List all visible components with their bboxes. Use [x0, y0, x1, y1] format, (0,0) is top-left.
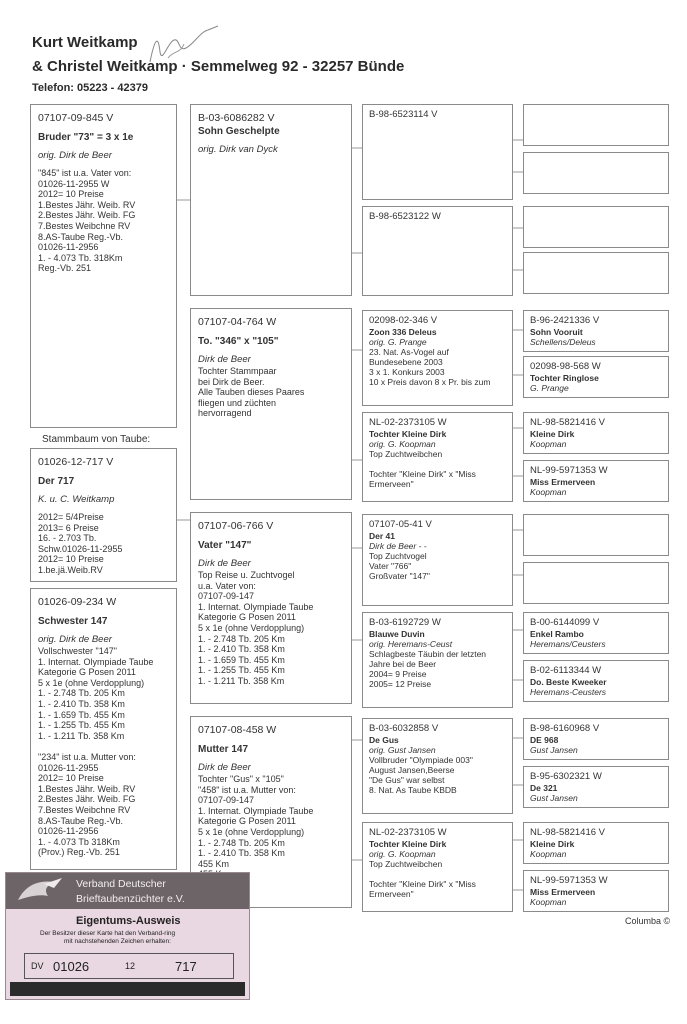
- gen2-card-5[interactable]: [362, 514, 513, 606]
- card-pattern-strip: [10, 982, 245, 996]
- owner-phone: Telefon: 05223 - 42379: [32, 82, 148, 94]
- gen1-father-origin: Dirk de Beer: [198, 558, 251, 569]
- gen2-card-8[interactable]: [362, 822, 513, 912]
- gen1-mother-name: Mutter 147: [198, 744, 249, 755]
- info-line: 5 x 1e (ohne Verdopplung): [198, 622, 305, 633]
- info-line: Top Zuchtweibchen: [369, 859, 443, 869]
- gen3-card-11[interactable]: [523, 612, 669, 654]
- gen3-2-ring: [530, 157, 662, 169]
- gen3-8-name: Miss Ermerveen: [530, 477, 596, 487]
- brother-lines: [38, 168, 169, 274]
- gen3-16-orig: Koopman: [530, 897, 567, 907]
- info-line: Tochter "Kleine Dirk" x "Miss: [369, 879, 476, 889]
- gen3-7-ring: NL-98-5821416 V: [530, 417, 605, 428]
- info-line: [369, 459, 506, 469]
- info-line: 2012= 5/4Preise: [38, 512, 104, 522]
- subject-lines: [38, 512, 169, 576]
- gen3-card-10[interactable]: [523, 562, 669, 604]
- info-line: 1. - 2.410 Tb. 358 Km: [38, 698, 125, 709]
- gen3-9-name: [530, 531, 662, 541]
- gen3-card-2[interactable]: [523, 152, 669, 194]
- gen3-card-14[interactable]: [523, 766, 669, 808]
- info-line: 1. - 1.255 Tb. 455 Km: [198, 665, 285, 676]
- gen1-sire-origin: orig. Dirk van Dyck: [198, 144, 278, 155]
- card-ring-number-box: [24, 953, 234, 979]
- info-line: 1. - 1.211 Tb. 358 Km: [38, 730, 125, 741]
- gen1-mother-ring: 07107-08-458 W: [198, 724, 277, 736]
- info-line: 2.Bestes Jähr. Weib. FG: [38, 794, 136, 805]
- gen2-7-origin: orig. Gust Jansen: [369, 745, 436, 755]
- info-line: Top Zuchtweibchen: [369, 449, 443, 459]
- gen3-card-3[interactable]: [523, 206, 669, 248]
- info-line: [38, 741, 169, 752]
- info-line: 1. - 4.073 Tb 318Km: [38, 836, 120, 847]
- info-line: "845" ist u.a. Vater von:: [38, 168, 132, 178]
- info-line: [369, 869, 506, 879]
- gen3-15-name: Kleine Dirk: [530, 839, 575, 849]
- info-line: 5 x 1e (ohne Verdopplung): [38, 677, 145, 688]
- info-line: u.a. Vater von:: [198, 580, 256, 591]
- gen3-card-7[interactable]: [523, 412, 669, 454]
- card-ring-number: 01026: [53, 959, 90, 974]
- gen2-card-4[interactable]: [362, 412, 513, 502]
- gen1-father-lines: [198, 570, 344, 687]
- info-line: 2012= 10 Preise: [38, 773, 104, 784]
- info-line: Reg.-Vb. 251: [38, 263, 92, 274]
- gen2-8-ring: NL-02-2373105 W: [369, 827, 447, 838]
- owner-name: Kurt Weitkamp: [32, 34, 138, 51]
- gen3-1-ring: [530, 109, 662, 121]
- gen3-13-ring: B-98-6160968 V: [530, 723, 600, 734]
- gen2-3-origin: orig. G. Prange: [369, 337, 427, 347]
- gen3-4-orig: [530, 279, 662, 289]
- gen2-6-origin: orig. Heremans-Ceust: [369, 639, 453, 649]
- pigeon-logo-icon: [14, 876, 66, 906]
- info-line: 1.Bestes Jähr. Weib. RV: [38, 199, 136, 210]
- gen3-10-ring: [530, 567, 662, 579]
- gen3-5-ring: B-96-2421336 V: [530, 315, 600, 326]
- info-line: 1.be.jä.Weib.RV: [38, 564, 103, 575]
- info-line: August Jansen,Beerse: [369, 765, 455, 775]
- gen2-3-lines: [369, 347, 506, 387]
- info-line: 16. - 2.703 Tb.: [38, 533, 97, 544]
- info-line: 455 Km: [198, 858, 230, 869]
- gen3-4-name: [530, 269, 662, 279]
- info-line: 7.Bestes Weibchne RV: [38, 220, 131, 231]
- info-line: 1. - 2.748 Tb. 205 Km: [198, 837, 285, 848]
- gen2-card-2[interactable]: [362, 206, 513, 296]
- gen3-9-orig: [530, 541, 662, 551]
- gen2-5-ring: 07107-05-41 V: [369, 519, 432, 530]
- gen2-4-origin: orig. G. Koopman: [369, 439, 436, 449]
- gen2-4-ring: NL-02-2373105 W: [369, 417, 447, 428]
- gen3-12-name: Do. Beste Kweeker: [530, 677, 607, 687]
- brother-ring: 07107-09-845 V: [38, 112, 114, 124]
- info-line: Kategorie G Posen 2011: [38, 667, 136, 678]
- info-line: 1. - 1.255 Tb. 455 Km: [38, 720, 125, 731]
- info-line: 2004= 9 Preise: [369, 669, 427, 679]
- info-line: fliegen und züchten: [198, 397, 277, 408]
- gen1-sire-name: Sohn Geschelpte: [198, 126, 280, 137]
- ownership-card: [5, 872, 250, 1000]
- info-line: 1. - 2.748 Tb. 205 Km: [38, 688, 125, 699]
- card-ring-no: 717: [175, 959, 197, 974]
- info-line: 8.AS-Taube Reg.-Vb.: [38, 231, 124, 242]
- gen3-card-16[interactable]: [523, 870, 669, 912]
- info-line: 1. - 4.073 Tb. 318Km: [38, 252, 123, 263]
- gen3-card-15[interactable]: [523, 822, 669, 864]
- subject-origin: K. u. C. Weitkamp: [38, 494, 115, 505]
- info-line: Ermerveen": [369, 479, 414, 489]
- info-line: 1. - 1.211 Tb. 358 Km: [198, 675, 285, 686]
- info-line: "234" ist u.a. Mutter von:: [38, 751, 136, 762]
- gen2-7-lines: [369, 755, 506, 795]
- info-line: 5 x 1e (ohne Verdopplung): [198, 826, 305, 837]
- gen3-card-1[interactable]: [523, 104, 669, 146]
- info-line: 3 x 1. Konkurs 2003: [369, 367, 445, 377]
- sister-ring: 01026-09-234 W: [38, 596, 117, 608]
- card-title: Eigentums-Ausweis: [76, 915, 181, 927]
- info-line: 1. - 2.748 Tb. 205 Km: [198, 633, 285, 644]
- gen3-12-ring: B-02-6113344 W: [530, 665, 602, 676]
- card-org-line2: Brieftaubenzüchter e.V.: [76, 893, 185, 905]
- sister-origin: orig. Dirk de Beer: [38, 634, 112, 645]
- info-line: Ermerveen": [369, 889, 414, 899]
- card-dv-label: DV: [31, 961, 44, 971]
- gen3-7-orig: Koopman: [530, 439, 567, 449]
- gen3-2-orig: [530, 179, 662, 189]
- gen1-sire-card[interactable]: [190, 104, 352, 296]
- gen1-dam-origin: Dirk de Beer: [198, 354, 251, 365]
- gen3-5-name: Sohn Vooruit: [530, 327, 583, 337]
- brother-name: Bruder "73" = 3 x 1e: [38, 132, 134, 143]
- info-line: 01026-11-2956: [38, 826, 99, 837]
- subject-ring: 01026-12-717 V: [38, 456, 114, 468]
- info-line: 1.Bestes Jähr. Weib. RV: [38, 783, 136, 794]
- card-text-line1: Der Besitzer dieser Karte hat den Verband-ring: [40, 930, 176, 937]
- info-line: "De Gus" war selbst: [369, 775, 445, 785]
- info-line: 8.AS-Taube Reg.-Vb.: [38, 815, 124, 826]
- info-line: Top Zuchtvogel: [369, 551, 427, 561]
- gen2-4-lines: [369, 449, 506, 489]
- info-line: Schlagbeste Täubin der letzten: [369, 649, 487, 659]
- gen2-3-name: Zoon 336 Deleus: [369, 327, 437, 337]
- info-line: 8. Nat. As Taube KBDB: [369, 785, 457, 795]
- gen3-16-name: Miss Ermerveen: [530, 887, 596, 897]
- owner-address: & Christel Weitkamp · Semmelweg 92 - 32257 Bünde: [32, 58, 405, 75]
- info-line: Tochter Stammpaar: [198, 366, 277, 376]
- gen3-3-name: [530, 223, 662, 233]
- gen1-dam-card[interactable]: [190, 308, 352, 500]
- info-line: 1. Internat. Olympiade Taube: [198, 601, 314, 612]
- gen1-father-name: Vater "147": [198, 540, 252, 551]
- info-line: 7.Bestes Weibchne RV: [38, 804, 131, 815]
- info-line: 01026-11-2955 W: [38, 178, 110, 189]
- gen3-8-ring: NL-99-5971353 W: [530, 465, 608, 476]
- gen2-4-name: Tochter Kleine Dirk: [369, 429, 447, 439]
- info-line: 01026-11-2955: [38, 762, 99, 773]
- info-line: Schw.01026-11-2955: [38, 543, 123, 554]
- info-line: 07107-09-147: [198, 591, 255, 602]
- gen3-card-6[interactable]: [523, 356, 669, 398]
- stammbaum-label: Stammbaum von Taube:: [42, 434, 151, 445]
- info-line: Top Reise u. Zuchtvogel: [198, 570, 295, 580]
- info-line: 1. Internat. Olympiade Taube: [198, 805, 314, 816]
- info-line: 2.Bestes Jähr. Weib. FG: [38, 210, 136, 221]
- gen3-6-ring: 02098-98-568 W: [530, 361, 601, 372]
- card-org-line1: Verband Deutscher: [76, 878, 166, 890]
- gen2-8-name: Tochter Kleine Dirk: [369, 839, 447, 849]
- gen2-card-6[interactable]: [362, 612, 513, 708]
- info-line: Jahre bei de Beer: [369, 659, 437, 669]
- info-line: 10 x Preis davon 8 x Pr. bis zum: [369, 377, 491, 387]
- gen1-sire-ring: B-03-6086282 V: [198, 112, 275, 124]
- gen3-6-name: Tochter Ringlose: [530, 373, 599, 383]
- info-line: 1. - 1.659 Tb. 455 Km: [198, 654, 285, 665]
- gen3-13-orig: Gust Jansen: [530, 745, 578, 755]
- gen3-3-ring: [530, 211, 662, 223]
- info-line: Großvater "147": [369, 571, 430, 581]
- gen3-5-orig: Schellens/Deleus: [530, 337, 596, 347]
- brother-card[interactable]: [30, 104, 177, 428]
- gen2-6-lines: [369, 649, 506, 689]
- gen1-dam-name: To. "346" x "105": [198, 336, 279, 347]
- info-line: 23. Nat. As-Vogel auf: [369, 347, 449, 357]
- info-line: 2005= 12 Preise: [369, 679, 432, 689]
- gen2-1-ring: B-98-6523114 V: [369, 109, 438, 120]
- info-line: Tochter "Kleine Dirk" x "Miss: [369, 469, 476, 479]
- gen3-4-ring: [530, 257, 662, 269]
- info-line: 1. Internat. Olympiade Taube: [38, 656, 154, 667]
- info-line: 1. - 2.410 Tb. 358 Km: [198, 644, 285, 655]
- gen3-card-13[interactable]: [523, 718, 669, 760]
- gen3-16-ring: NL-99-5971353 W: [530, 875, 608, 886]
- gen3-card-9[interactable]: [523, 514, 669, 556]
- info-line: Tochter "Gus" x "105": [198, 774, 284, 784]
- brother-origin: orig. Dirk de Beer: [38, 150, 112, 161]
- gen2-8-origin: orig. G. Koopman: [369, 849, 436, 859]
- gen3-9-ring: [530, 519, 662, 531]
- columba-credit: Columba ©: [625, 916, 671, 926]
- subject-name: Der 717: [38, 476, 75, 487]
- gen3-7-name: Kleine Dirk: [530, 429, 575, 439]
- info-line: 1. - 1.659 Tb. 455 Km: [38, 709, 125, 720]
- info-line: 2013= 6 Preise: [38, 522, 99, 533]
- gen2-3-ring: 02098-02-346 V: [369, 315, 438, 326]
- info-line: 2012= 10 Preise: [38, 554, 104, 565]
- gen2-5-origin: Dirk de Beer - -: [369, 541, 427, 551]
- gen1-father-card[interactable]: [190, 512, 352, 704]
- info-line: 1. - 2.410 Tb. 358 Km: [198, 848, 285, 859]
- gen3-card-4[interactable]: [523, 252, 669, 294]
- subject-card[interactable]: [30, 448, 177, 582]
- gen3-card-12[interactable]: [523, 660, 669, 702]
- gen3-card-8[interactable]: [523, 460, 669, 502]
- gen3-6-orig: G. Prange: [530, 383, 569, 393]
- gen2-card-7[interactable]: [362, 718, 513, 814]
- gen1-dam-lines: [198, 366, 344, 419]
- gen2-7-ring: B-03-6032858 V: [369, 723, 439, 734]
- gen3-13-name: DE 968: [530, 735, 559, 745]
- info-line: hervorragend: [198, 408, 252, 419]
- gen3-14-orig: Gust Jansen: [530, 793, 578, 803]
- gen3-15-orig: Koopman: [530, 849, 567, 859]
- gen3-15-ring: NL-98-5821416 V: [530, 827, 605, 838]
- gen3-14-name: De 321: [530, 783, 558, 793]
- gen3-10-name: [530, 579, 662, 589]
- gen3-card-5[interactable]: [523, 310, 669, 352]
- gen2-6-ring: B-03-6192729 W: [369, 617, 441, 628]
- info-line: 07107-09-147: [198, 795, 255, 806]
- gen3-8-orig: Koopman: [530, 487, 567, 497]
- gen2-6-name: Blauwe Duvin: [369, 629, 425, 639]
- gen3-11-ring: B-00-6144099 V: [530, 617, 600, 628]
- info-line: Kategorie G Posen 2011: [198, 816, 296, 827]
- gen2-5-lines: [369, 551, 506, 581]
- card-ring-year: 12: [125, 961, 136, 971]
- gen1-dam-ring: 07107-04-764 W: [198, 316, 277, 328]
- gen3-11-orig: Heremans/Ceusters: [530, 639, 606, 649]
- gen2-card-3[interactable]: [362, 310, 513, 406]
- gen2-5-name: Der 41: [369, 531, 395, 541]
- info-line: 01026-11-2956: [38, 242, 99, 253]
- info-line: Vollbruder "Olympiade 003": [369, 755, 473, 765]
- gen3-14-ring: B-95-6302321 W: [530, 771, 602, 782]
- gen1-father-ring: 07107-06-766 V: [198, 520, 274, 532]
- info-line: 2012= 10 Preise: [38, 189, 104, 200]
- gen3-2-name: [530, 169, 662, 179]
- info-line: (Prov.) Reg.-Vb. 251: [38, 847, 120, 858]
- gen3-10-orig: [530, 589, 662, 599]
- info-line: Alle Tauben dieses Paares: [198, 387, 305, 398]
- sister-lines: [38, 646, 169, 858]
- gen2-7-name: De Gus: [369, 735, 399, 745]
- info-line: Bundesebene 2003: [369, 357, 443, 367]
- gen1-mother-origin: Dirk de Beer: [198, 762, 251, 773]
- info-line: bei Dirk de Beer.: [198, 376, 265, 387]
- gen3-11-name: Enkel Rambo: [530, 629, 584, 639]
- gen3-1-name: [530, 121, 662, 131]
- info-line: Vollschwester "147": [38, 646, 117, 656]
- gen2-card-1[interactable]: [362, 104, 513, 200]
- gen3-12-orig: Heremans-Ceusters: [530, 687, 607, 697]
- info-line: "458" ist u.a. Mutter von:: [198, 784, 296, 795]
- info-line: Vater "766": [369, 561, 412, 571]
- gen2-2-ring: B-98-6523122 W: [369, 211, 441, 222]
- gen3-3-orig: [530, 233, 662, 243]
- sister-card[interactable]: [30, 588, 177, 870]
- gen2-8-lines: [369, 859, 506, 899]
- gen3-1-orig: [530, 131, 662, 141]
- sister-name: Schwester 147: [38, 616, 108, 627]
- card-text-line2: mit nachstehenden Zeichen erhalten:: [64, 938, 171, 945]
- info-line: Kategorie G Posen 2011: [198, 612, 296, 623]
